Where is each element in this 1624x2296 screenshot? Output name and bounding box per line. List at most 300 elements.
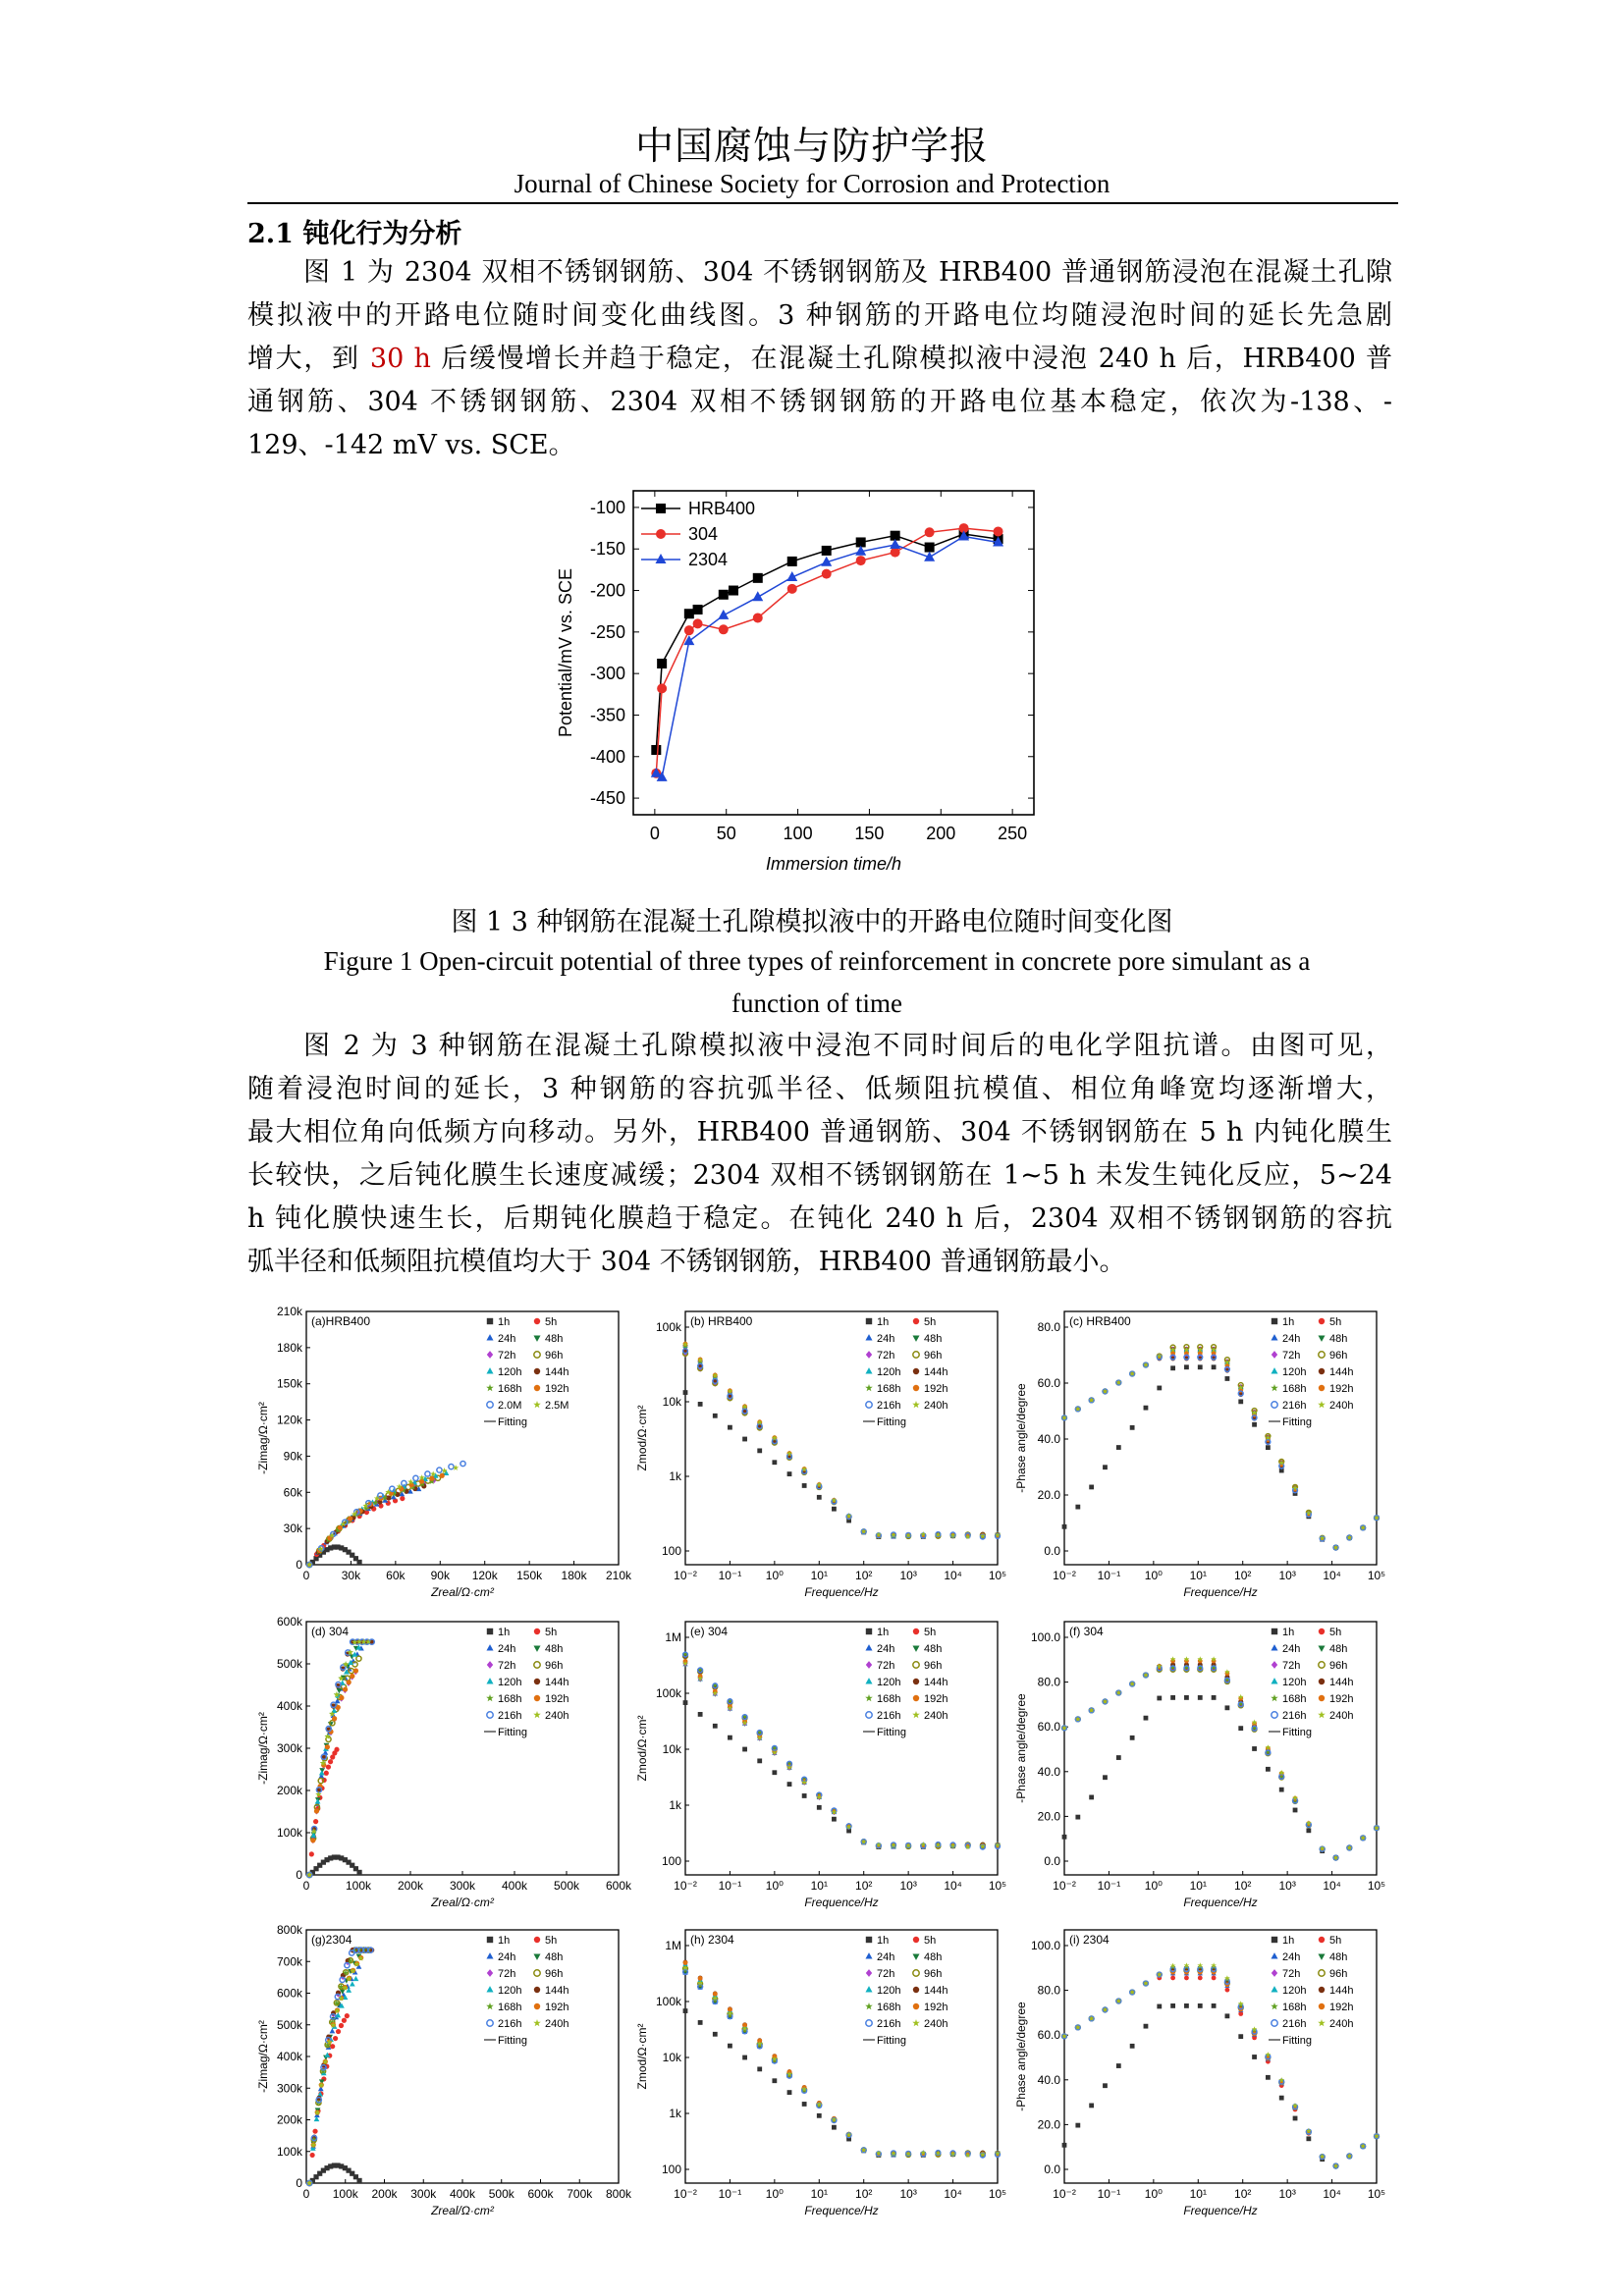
legend-label: 48h — [545, 1333, 564, 1345]
legend-marker — [912, 1953, 919, 1959]
legend-label: 48h — [924, 1643, 943, 1655]
data-point — [1266, 1767, 1271, 1772]
legend-marker — [1319, 1679, 1325, 1684]
legend-label: 24h — [877, 1951, 895, 1963]
data-point — [460, 1461, 465, 1466]
legend-label: 304 — [688, 524, 719, 544]
data-point — [713, 2032, 718, 2037]
legend-label: 48h — [1329, 1333, 1348, 1345]
legend-marker — [1272, 1629, 1277, 1634]
data-point — [772, 1770, 777, 1775]
legend-label: 144h — [545, 1985, 569, 1997]
legend-label: 72h — [1282, 1660, 1301, 1672]
legend-label: 24h — [1282, 1643, 1301, 1655]
eis-series — [1062, 1662, 1380, 1860]
legend-label: 192h — [1329, 2002, 1354, 2013]
data-point — [718, 610, 729, 619]
data-point — [1225, 1705, 1230, 1710]
legend-marker — [913, 1385, 919, 1391]
data-point — [698, 1712, 703, 1717]
eis-series — [682, 1661, 1001, 1849]
legend-label: 96h — [1329, 1350, 1348, 1362]
x-axis-label: Frequence/Hz — [1183, 2204, 1258, 2217]
y-tick-label: 60.0 — [1037, 2028, 1060, 2043]
data-point — [1144, 1406, 1149, 1411]
eis-series — [683, 1659, 1001, 1849]
legend-label: 48h — [545, 1951, 564, 1963]
data-point — [925, 543, 935, 553]
x-tick-label: 10⁵ — [988, 1879, 1007, 1893]
legend-label: 168h — [877, 1693, 901, 1705]
legend-label: 96h — [545, 1660, 564, 1672]
x-tick-label: 10⁻² — [1053, 1569, 1076, 1582]
x-tick-label: 10⁻¹ — [718, 1569, 742, 1582]
x-tick-label: 500k — [553, 1879, 580, 1893]
data-point — [1103, 1775, 1108, 1780]
x-tick-label: 90k — [430, 1569, 450, 1582]
legend-marker — [1272, 1937, 1277, 1943]
data-point — [994, 526, 1003, 536]
legend-marker — [912, 1335, 919, 1341]
eis-series — [683, 1960, 1001, 2158]
x-axis-label: Zreal/Ω·cm² — [431, 2204, 494, 2217]
legend-label: 2.0M — [498, 1400, 522, 1412]
x-tick-label: 10³ — [1278, 1879, 1296, 1893]
legend-marker — [534, 1385, 540, 1391]
legend-label: 2304 — [688, 550, 729, 569]
caption-line: Figure 1 Open-circuit potential of three types of reinforcement in concrete pore simulant as a — [323, 946, 1311, 976]
data-point — [1130, 2044, 1135, 2049]
y-tick-label: 200k — [276, 2112, 302, 2127]
legend-marker — [866, 1351, 872, 1359]
y-tick-label: 600k — [276, 1986, 302, 2001]
data-point — [1238, 1399, 1243, 1404]
data-point — [1238, 1726, 1243, 1731]
eis-series — [682, 1663, 1000, 1849]
data-point — [742, 2056, 747, 2060]
legend-label: 168h — [498, 1693, 522, 1705]
eis-series — [683, 1654, 1001, 1849]
legend-label: 240h — [924, 2018, 948, 2030]
eis-series — [682, 1662, 1000, 1849]
data-point — [698, 2020, 703, 2025]
data-point — [787, 557, 797, 566]
legend-label: 5h — [924, 1627, 937, 1638]
figure1-caption-cn: 图 1 3 种钢筋在混凝土孔隙模拟液中的开路电位随时间变化图 — [451, 907, 1173, 937]
legend-label: 96h — [545, 1968, 564, 1980]
data-point — [1062, 1835, 1067, 1840]
panel-d — [256, 1615, 632, 1909]
data-point — [802, 1793, 807, 1798]
legend-label: 192h — [1329, 1693, 1354, 1705]
legend-marker — [913, 2003, 919, 2009]
data-point — [334, 1747, 339, 1752]
text-run: 后缓慢增长并趋于稳定，在混凝土孔隙模拟液中浸泡 240 h 后，HRB400 普 — [430, 344, 1392, 374]
y-axis-label: -Zimag/Ω·cm² — [256, 1712, 270, 1785]
legend-label: 216h — [1282, 2018, 1307, 2030]
x-tick-label: 10⁰ — [1144, 1569, 1163, 1582]
data-point — [1293, 2116, 1298, 2121]
legend-marker — [534, 1629, 540, 1634]
legend-label: 240h — [545, 2018, 569, 2030]
legend-label: 1h — [877, 1627, 890, 1638]
x-tick-label: 10⁻² — [1053, 2187, 1076, 2201]
legend-marker — [486, 1367, 493, 1373]
eis-series — [683, 1344, 1001, 1538]
legend-marker — [534, 1352, 540, 1358]
legend-label: 5h — [1329, 1935, 1342, 1947]
data-point — [1157, 1386, 1162, 1391]
y-tick-label: 10k — [662, 1742, 681, 1756]
text-run: 增大，到 — [247, 344, 370, 374]
legend-marker — [656, 529, 666, 539]
eis-series — [683, 1960, 1001, 2158]
data-point — [757, 1758, 762, 1763]
x-tick-label: 10¹ — [810, 2187, 828, 2201]
data-point — [698, 1402, 703, 1407]
y-tick-label: 100k — [655, 1686, 681, 1700]
data-point — [353, 1976, 359, 1981]
legend-marker — [865, 1644, 872, 1650]
y-tick-label: 30k — [283, 1522, 302, 1536]
data-point — [342, 2018, 347, 2023]
legend-marker — [1272, 1712, 1277, 1718]
data-point — [1170, 1365, 1175, 1370]
y-tick-label: 40.0 — [1037, 1432, 1060, 1446]
legend-marker — [1318, 1953, 1325, 1959]
x-axis-label: Frequence/Hz — [804, 1896, 879, 1909]
legend-label: 192h — [545, 1693, 569, 1705]
legend-label: 96h — [924, 1660, 943, 1672]
data-point — [719, 590, 729, 600]
legend-label: 120h — [1282, 1366, 1307, 1378]
data-point — [339, 1695, 344, 1700]
legend-marker — [866, 1969, 872, 1977]
legend-label: 1h — [877, 1316, 890, 1328]
data-point — [1062, 2143, 1067, 2148]
y-tick-label: 700k — [276, 1954, 302, 1969]
panel-title: (g)2304 — [311, 1933, 352, 1947]
panel-frame — [685, 1622, 998, 1875]
legend-marker — [534, 1662, 540, 1668]
data-point — [339, 2023, 344, 2028]
data-point — [832, 1507, 837, 1512]
data-point — [1225, 1376, 1230, 1381]
legend-marker — [534, 1937, 540, 1943]
legend-label: Fitting — [498, 1727, 527, 1738]
legend-label: 168h — [877, 1383, 901, 1395]
legend-label: 192h — [545, 2002, 569, 2013]
legend-label: 5h — [1329, 1627, 1342, 1638]
y-tick-label: 0.0 — [1044, 2163, 1060, 2176]
eis-series — [307, 1955, 364, 2186]
data-point — [1252, 1422, 1257, 1427]
eis-series — [1061, 1662, 1379, 1860]
x-tick-label: 10⁻² — [674, 2187, 697, 2201]
eis-series — [1062, 1968, 1380, 2168]
y-tick-label: 120k — [276, 1413, 302, 1427]
x-tick-label: 10⁻² — [1053, 1879, 1076, 1893]
data-point — [350, 1674, 354, 1679]
x-tick-label: 10¹ — [810, 1569, 828, 1582]
data-point — [356, 2178, 361, 2183]
y-tick-label: 20.0 — [1037, 2117, 1060, 2132]
legend-marker — [1318, 1335, 1325, 1341]
data-point — [1293, 1808, 1298, 1813]
x-tick-label: 10⁵ — [1367, 1879, 1386, 1893]
data-point — [386, 1495, 391, 1500]
data-point — [891, 548, 900, 558]
legend-marker — [865, 1384, 873, 1391]
data-point — [683, 2008, 688, 2013]
eis-series — [683, 1970, 1001, 2158]
legend-label: 120h — [498, 1985, 522, 1997]
legend-label: 168h — [1282, 1693, 1307, 1705]
data-point — [449, 1465, 454, 1469]
data-point — [1103, 2083, 1108, 2088]
x-tick-label: 120k — [471, 1569, 498, 1582]
legend-marker — [865, 1367, 872, 1373]
data-point — [817, 1495, 822, 1500]
x-tick-label: 300k — [449, 1879, 476, 1893]
legend-marker — [534, 1368, 540, 1374]
data-point — [1212, 1976, 1217, 1981]
legend-marker — [486, 1644, 493, 1650]
x-tick-label: 10⁰ — [1144, 1879, 1163, 1893]
x-tick-label: 10³ — [899, 1569, 917, 1582]
y-axis-label: Zmod/Ω·cm² — [635, 2023, 649, 2090]
eis-series — [1061, 1971, 1379, 2168]
y-tick-label: 100k — [276, 1826, 302, 1840]
data-point — [817, 1805, 822, 1810]
eis-series — [682, 1966, 1001, 2157]
y-tick-label: -100 — [589, 497, 625, 517]
data-point — [822, 569, 832, 579]
data-point — [757, 1448, 762, 1453]
eis-series — [683, 1661, 1001, 1849]
legend-marker — [487, 1402, 493, 1408]
legend-label: 24h — [1282, 1951, 1301, 1963]
legend-label: Fitting — [498, 2035, 527, 2047]
eis-series — [306, 1639, 365, 1878]
figure1-caption-en — [247, 940, 1386, 1025]
legend-label: 1h — [498, 1627, 511, 1638]
legend-marker — [534, 1695, 540, 1701]
x-tick-label: 250 — [998, 824, 1028, 843]
x-axis-label: Frequence/Hz — [804, 1585, 879, 1599]
legend-marker — [913, 1352, 919, 1358]
x-tick-label: 10⁵ — [1367, 1569, 1386, 1582]
legend-marker — [1272, 2020, 1277, 2026]
legend-marker — [1271, 1367, 1277, 1373]
data-point — [651, 745, 661, 755]
y-tick-label: 0 — [296, 1558, 302, 1572]
legend-label: 5h — [545, 1935, 558, 1947]
x-tick-label: 10⁴ — [944, 2187, 962, 2201]
eis-series — [306, 1470, 449, 1567]
eis-series — [682, 1970, 1000, 2158]
x-axis-label: Frequence/Hz — [804, 2204, 879, 2217]
eis-series — [683, 1961, 1001, 2158]
data-point — [1075, 1505, 1080, 1510]
y-tick-label: 0 — [296, 1868, 302, 1882]
eis-series — [1061, 1660, 1379, 1860]
legend-marker — [1319, 1695, 1325, 1701]
data-point — [657, 683, 667, 693]
data-point — [1144, 1716, 1149, 1721]
legend-marker — [913, 1662, 919, 1668]
legend-marker — [486, 1678, 493, 1683]
data-point — [757, 2066, 762, 2071]
x-tick-label: 0 — [302, 2187, 310, 2201]
data-point — [1089, 1485, 1094, 1490]
y-tick-label: -300 — [589, 664, 625, 684]
data-point — [1103, 1465, 1108, 1469]
data-point — [348, 1516, 352, 1521]
y-tick-label: 800k — [276, 1923, 302, 1937]
x-tick-label: 10¹ — [1189, 1879, 1207, 1893]
data-point — [832, 2125, 837, 2130]
legend-marker — [866, 2020, 872, 2026]
legend-marker — [865, 1678, 872, 1683]
x-tick-label: 50 — [716, 824, 736, 843]
legend-marker — [1318, 1645, 1325, 1651]
legend-marker — [1271, 1384, 1278, 1391]
y-tick-label: 60k — [283, 1485, 302, 1500]
data-point — [350, 1981, 355, 1986]
data-point — [429, 1476, 434, 1481]
data-point — [400, 1496, 405, 1501]
legend-label: 5h — [1329, 1316, 1342, 1328]
y-tick-label: 20.0 — [1037, 1488, 1060, 1502]
legend-marker — [487, 1629, 493, 1634]
y-tick-label: 40.0 — [1037, 2072, 1060, 2087]
panel-title: (a)HRB400 — [311, 1314, 371, 1328]
data-point — [787, 1471, 792, 1476]
x-tick-label: 10¹ — [1189, 1569, 1207, 1582]
y-tick-label: 1k — [669, 1469, 681, 1483]
legend-marker — [865, 1334, 872, 1340]
legend-label: 168h — [498, 1383, 522, 1395]
legend-marker — [533, 1953, 540, 1959]
eis-series — [683, 1352, 1001, 1539]
y-tick-label: 60.0 — [1037, 1376, 1060, 1390]
eis-series — [307, 1483, 427, 1567]
legend-marker — [533, 1645, 540, 1651]
x-tick-label: 10⁻¹ — [718, 2187, 742, 2201]
legend-label: 192h — [924, 2002, 948, 2013]
data-point — [719, 624, 729, 634]
y-axis-label: Potential/mV vs. SCE — [556, 567, 575, 738]
data-point — [802, 1483, 807, 1488]
panel-frame — [306, 1311, 619, 1565]
data-point — [1266, 2075, 1271, 2080]
x-tick-label: 0 — [649, 824, 660, 843]
data-point — [1130, 1735, 1135, 1740]
panel-i — [1014, 1930, 1385, 2217]
panel-title: (c) HRB400 — [1069, 1314, 1131, 1328]
x-tick-label: 10¹ — [810, 1879, 828, 1893]
legend-label: 240h — [924, 1710, 948, 1722]
paragraph-2 — [247, 1025, 1392, 1284]
legend-marker — [912, 2019, 920, 2026]
x-axis-label: Frequence/Hz — [1183, 1896, 1258, 1909]
data-point — [772, 2078, 777, 2083]
eis-series — [683, 1342, 1001, 1539]
y-axis-label: Zmod/Ω·cm² — [635, 1405, 649, 1471]
panel-h — [635, 1930, 1006, 2217]
panel-c — [1014, 1311, 1385, 1599]
eis-series — [683, 1352, 1001, 1539]
journal-title-en: Journal of Chinese Society for Corrosion and Protection — [514, 169, 1110, 198]
eis-series — [683, 1654, 1001, 1849]
x-tick-label: 10⁰ — [1144, 2187, 1163, 2201]
panel-a — [256, 1305, 632, 1599]
x-tick-label: 10³ — [1278, 2187, 1296, 2201]
legend-label: 72h — [498, 1350, 516, 1362]
x-tick-label: 10² — [1234, 1879, 1252, 1893]
x-tick-label: 10⁻¹ — [1097, 2187, 1121, 2201]
x-tick-label: 100k — [345, 1879, 372, 1893]
y-axis-label: -Phase angle/degree — [1014, 2002, 1028, 2111]
data-point — [347, 1680, 352, 1684]
data-point — [1157, 2004, 1162, 2009]
y-tick-label: 600k — [276, 1615, 302, 1629]
legend-label: 96h — [1329, 1660, 1348, 1672]
data-point — [1116, 2063, 1121, 2068]
y-tick-label: 0.0 — [1044, 1544, 1060, 1558]
legend-marker — [1272, 1351, 1277, 1359]
paragraph-line: 通钢筋、304 不锈钢钢筋、2304 双相不锈钢钢筋的开路电位基本稳定，依次为-138、- — [247, 387, 1392, 417]
data-point — [684, 625, 694, 635]
eis-series — [1062, 1659, 1380, 1860]
legend-label: 192h — [924, 1383, 948, 1395]
legend-marker — [1271, 1694, 1278, 1701]
legend-label: Fitting — [498, 1416, 527, 1428]
eis-series — [682, 1343, 1001, 1538]
legend-label: 144h — [924, 1985, 948, 1997]
data-point — [313, 1819, 318, 1824]
legend-marker — [913, 1695, 919, 1701]
paragraph-line: h 钝化膜快速生长，后期钝化膜趋于稳定。在钝化 240 h 后，2304 双相不锈钢钢筋的容抗 — [247, 1203, 1392, 1234]
data-point — [325, 1744, 330, 1749]
x-tick-label: 10⁻¹ — [1097, 1569, 1121, 1582]
data-point — [440, 1473, 445, 1478]
data-point — [856, 556, 866, 565]
x-tick-label: 10³ — [899, 2187, 917, 2201]
eis-series — [1062, 1659, 1380, 1861]
legend-marker — [533, 1711, 541, 1718]
eis-series — [682, 1970, 1000, 2157]
y-tick-label: 0.0 — [1044, 1854, 1060, 1868]
y-tick-label: -250 — [589, 621, 625, 642]
eis-series — [683, 2008, 1001, 2158]
eis-series — [682, 1342, 1001, 1540]
data-point — [1198, 2003, 1203, 2008]
eis-series — [307, 1948, 374, 2187]
y-tick-label: 10k — [662, 1395, 681, 1409]
x-tick-label: 500k — [488, 2187, 514, 2201]
x-tick-label: 10⁴ — [944, 1569, 962, 1582]
x-tick-label: 10⁴ — [944, 1879, 962, 1893]
eis-series — [1061, 1350, 1380, 1550]
legend-label: 24h — [877, 1333, 895, 1345]
legend-label: 120h — [1282, 1985, 1307, 1997]
eis-series — [307, 1639, 374, 1878]
paragraph-1 — [247, 251, 1392, 467]
legend-label: 240h — [1329, 2018, 1354, 2030]
paragraph-line: 模拟液中的开路电位随时间变化曲线图。3 种钢筋的开路电位均随浸泡时间的延长先急剧 — [247, 300, 1392, 331]
